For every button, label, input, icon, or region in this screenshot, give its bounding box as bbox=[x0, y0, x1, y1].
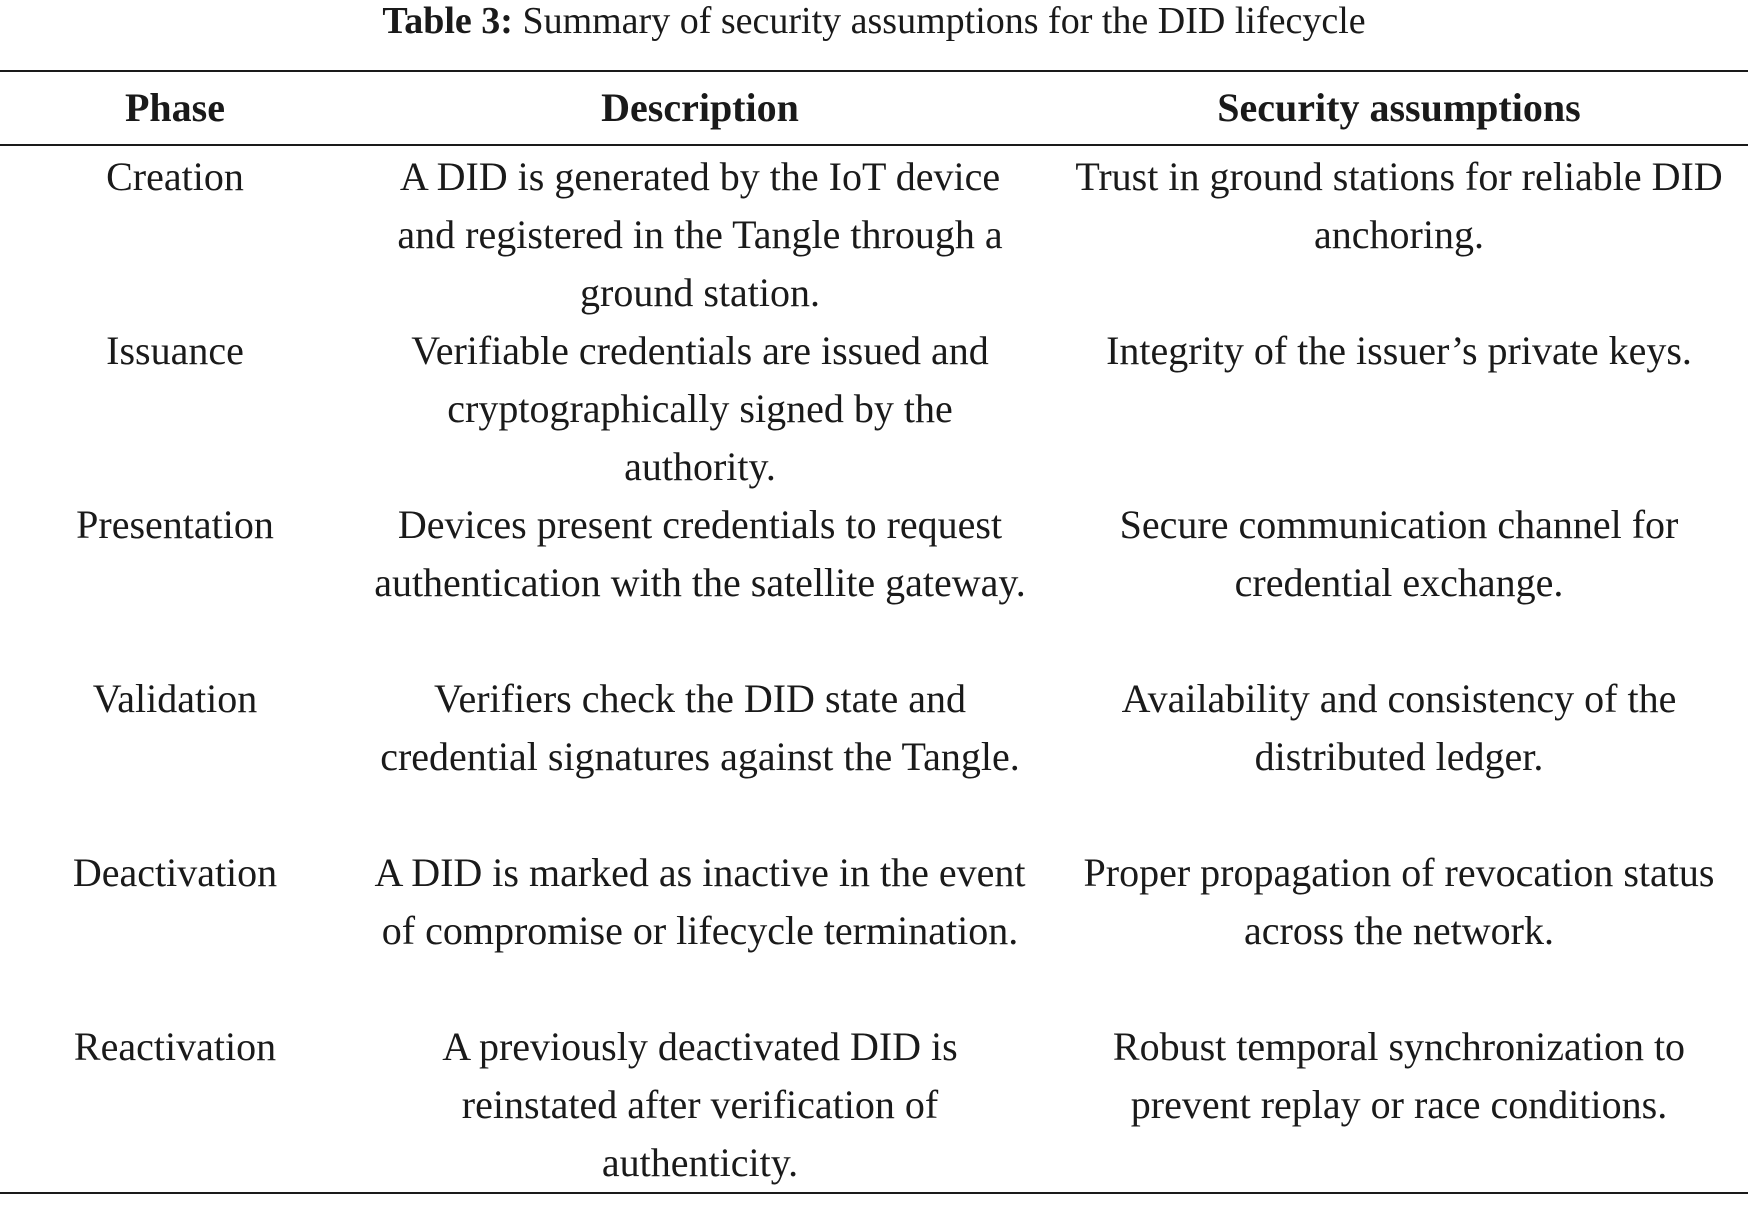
cell-description bbox=[350, 496, 1050, 670]
security-assumptions-table bbox=[0, 70, 1748, 1194]
table-caption-text: Summary of security assumptions for the DID lifecycle bbox=[522, 0, 1366, 42]
cell-phase: Presentation bbox=[76, 502, 274, 547]
cell-security bbox=[1050, 322, 1748, 496]
cell-description bbox=[350, 844, 1050, 1018]
table-row bbox=[0, 1018, 1748, 1193]
cell-description-text: Devices present credentials to request authentication with the satellite gateway. bbox=[374, 502, 1026, 605]
cell-security-text: Availability and consistency of the distributed ledger. bbox=[1121, 676, 1677, 779]
cell-security-text: Secure communication channel for credential exchange. bbox=[1119, 502, 1679, 605]
header-security-assumptions: Security assumptions bbox=[1217, 85, 1581, 130]
cell-phase: Deactivation bbox=[72, 850, 278, 895]
cell-security-text: Integrity of the issuer’s private keys. bbox=[1106, 328, 1692, 373]
cell-phase: Validation bbox=[92, 676, 258, 721]
cell-description-text: A DID is generated by the IoT device and registered in the Tangle through a ground station. bbox=[397, 154, 1003, 315]
header-description: Description bbox=[601, 85, 799, 130]
cell-security-text: Proper propagation of revocation status across the network. bbox=[1083, 850, 1715, 953]
table-container bbox=[0, 70, 1748, 1194]
cell-phase: Reactivation bbox=[73, 1024, 277, 1069]
cell-security bbox=[1050, 496, 1748, 670]
table-caption-label: Table 3: bbox=[382, 0, 513, 42]
cell-description bbox=[350, 670, 1050, 844]
table-row bbox=[0, 322, 1748, 496]
table-header-row bbox=[0, 71, 1748, 145]
cell-description-text: Verifiers check the DID state and credential signatures against the Tangle. bbox=[380, 676, 1020, 779]
cell-security-text: Trust in ground stations for reliable DID anchoring. bbox=[1075, 154, 1723, 257]
table-row bbox=[0, 670, 1748, 844]
cell-security bbox=[1050, 670, 1748, 844]
cell-description bbox=[350, 322, 1050, 496]
cell-phase: Issuance bbox=[106, 328, 244, 373]
header-phase: Phase bbox=[125, 85, 225, 130]
cell-description bbox=[350, 1018, 1050, 1193]
cell-security bbox=[1050, 1018, 1748, 1193]
cell-security bbox=[1050, 145, 1748, 322]
cell-description-text: A previously deactivated DID is reinstated after verification of authenticity. bbox=[442, 1024, 958, 1185]
cell-description-text: Verifiable credentials are issued and cryptographically signed by the authority. bbox=[411, 328, 989, 489]
cell-description-text: A DID is marked as inactive in the event of compromise or lifecycle termination. bbox=[374, 850, 1026, 953]
table-caption bbox=[0, 0, 1748, 42]
cell-description bbox=[350, 145, 1050, 322]
table-row bbox=[0, 145, 1748, 322]
table-row bbox=[0, 844, 1748, 1018]
cell-security-text: Robust temporal synchronization to prevent replay or race conditions. bbox=[1112, 1024, 1686, 1127]
table-row bbox=[0, 496, 1748, 670]
cell-phase: Creation bbox=[106, 154, 244, 199]
cell-security bbox=[1050, 844, 1748, 1018]
